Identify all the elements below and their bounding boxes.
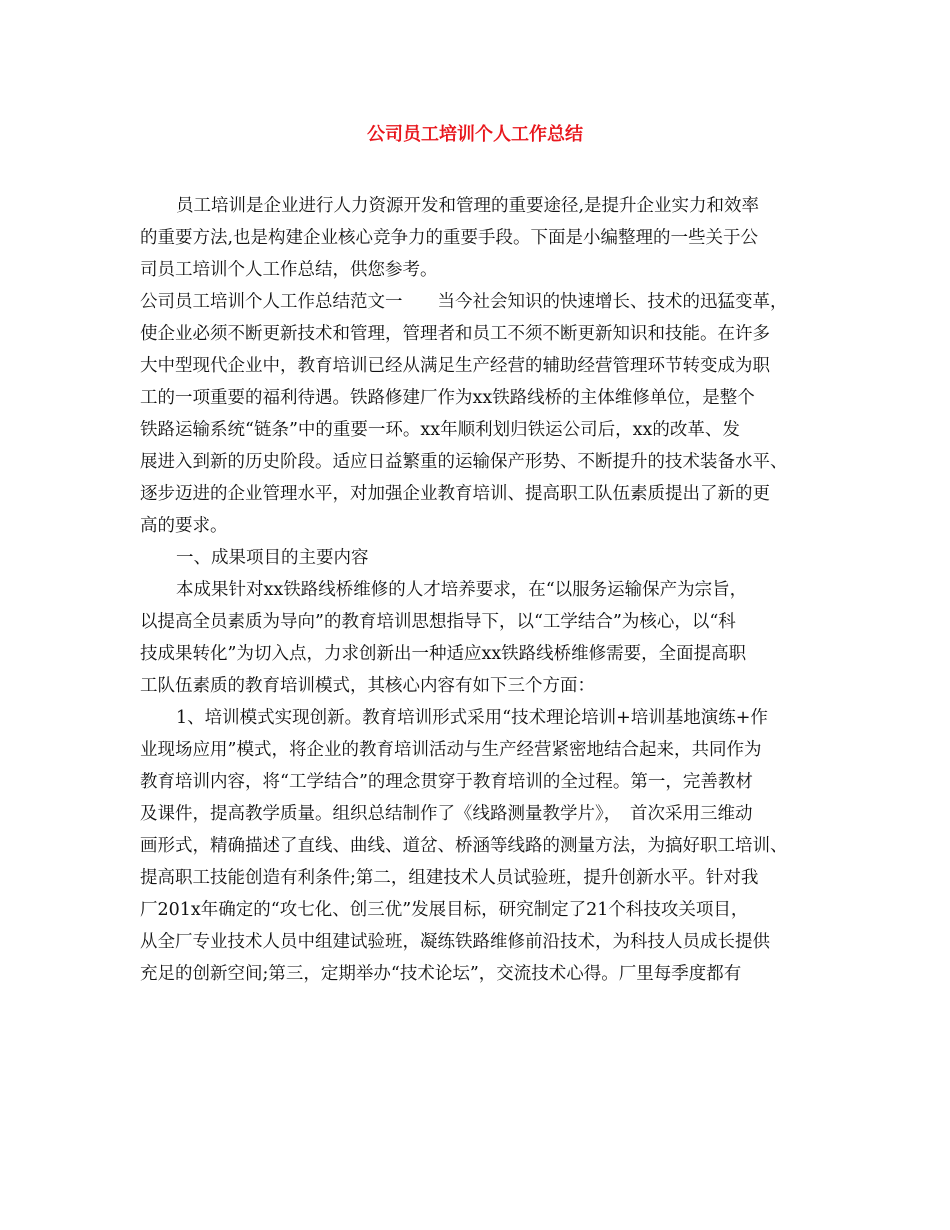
text-line: 画形式，精确描述了直线、曲线、道岔、桥涵等线路的测量方法，为搞好职工培训、 bbox=[140, 836, 788, 856]
text-line: 大中型现代企业中，教育培训已经从满足生产经营的辅助经营管理环节转变成为职 bbox=[140, 356, 770, 376]
text-line: 高的要求。 bbox=[140, 516, 228, 536]
text-line: 以提高全员素质为导向”的教育培训思想指导下，以“工学结合”为核心，以“科 bbox=[140, 612, 736, 632]
text-line: 工的一项重要的福利待遇。铁路修建厂作为xx铁路线桥的主体维修单位，是整个 bbox=[140, 388, 755, 408]
text-line: 司员工培训个人工作总结，供您参考。 bbox=[140, 260, 438, 280]
text-line: 本成果针对xx铁路线桥维修的人才培养要求，在“以服务运输保产为宗旨， bbox=[176, 580, 748, 600]
text-line: 一、成果项目的主要内容 bbox=[176, 548, 369, 568]
text-line: 1、培训模式实现创新。教育培训形式采用“技术理论培训+培训基地演练+作 bbox=[176, 708, 768, 728]
text-line: 工队伍素质的教育培训模式，其核心内容有如下三个方面： bbox=[140, 676, 595, 696]
text-line: 逐步迈进的企业管理水平，对加强企业教育培训、提高职工队伍素质提出了新的更 bbox=[140, 484, 770, 504]
text-line: 使企业必须不断更新技术和管理，管理者和员工不须不断更新知识和技能。在许多 bbox=[140, 324, 770, 344]
text-line: 厂201x年确定的“攻七化、创三优”发展目标，研究制定了21个科技攻关项目， bbox=[140, 900, 749, 920]
text-line: 铁路运输系统“链条”中的重要一环。xx年顺利划归铁运公司后，xx的改革、发 bbox=[140, 420, 740, 440]
page-title: 公司员工培训个人工作总结 bbox=[367, 124, 583, 145]
text-line: 及课件，提高教学质量。组织总结制作了《线路测量教学片》， 首次采用三维动 bbox=[140, 804, 753, 824]
text-line: 公司员工培训个人工作总结范文一 当今社会知识的快速增长、技术的迅猛变革， bbox=[140, 292, 788, 312]
text-line: 员工培训是企业进行人力资源开发和管理的重要途径,是提升企业实力和效率 bbox=[176, 196, 760, 216]
text-line: 技成果转化”为切入点，力求创新出一种适应xx铁路线桥维修需要，全面提高职 bbox=[140, 644, 747, 664]
text-line: 教育培训内容，将“工学结合”的理念贯穿于教育培训的全过程。第一，完善教材 bbox=[140, 772, 753, 792]
text-line: 从全厂专业技术人员中组建试验班，凝练铁路维修前沿技术，为科技人员成长提供 bbox=[140, 932, 770, 952]
text-line: 业现场应用”模式，将企业的教育培训活动与生产经营紧密地结合起来，共同作为 bbox=[140, 740, 762, 760]
text-line: 提高职工技能创造有利条件;第二，组建技术人员试验班，提升创新水平。针对我 bbox=[140, 868, 759, 888]
text-line: 的重要方法,也是构建企业核心竞争力的重要手段。下面是小编整理的一些关于公 bbox=[140, 228, 759, 248]
text-line: 充足的创新空间;第三，定期举办“技术论坛”，交流技术心得。厂里每季度都有 bbox=[140, 964, 742, 984]
text-line: 展进入到新的历史阶段。适应日益繁重的运输保产形势、不断提升的技术装备水平、 bbox=[140, 452, 788, 472]
document-body bbox=[140, 190, 820, 990]
